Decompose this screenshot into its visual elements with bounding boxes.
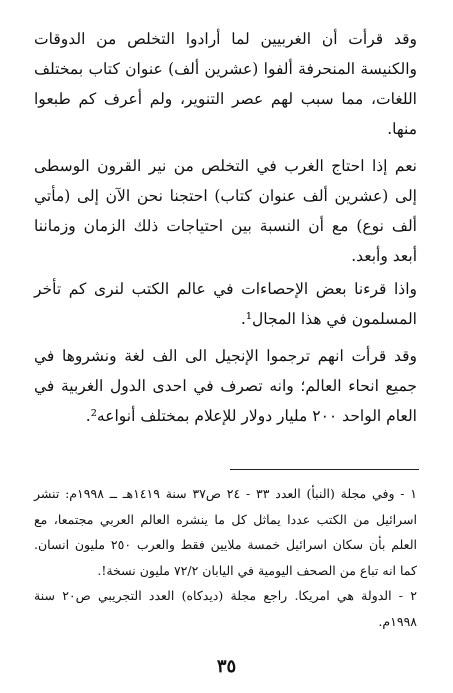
page-number: ٣٥ bbox=[216, 656, 237, 677]
paragraph: واذا قرءنا بعض الإحصاءات في عالم الكتب لنرى كم تأخر المسلمون في هذا المجال¹. bbox=[34, 280, 417, 328]
paragraph: وقد قرأت أن الغربيين لما أرادوا التخلص من الدوقات والكنيسة المنحرفة ألفوا (عشرين ألف) عنوان كتاب بمختلف اللغات، مما سبب لهم عصر التنوير، ولم أعرف كم طبعوا منها. bbox=[34, 30, 417, 138]
footnotes bbox=[34, 481, 417, 634]
footnote: ١ - وفي مجلة (النبأ) العدد ٣٣ - ٢٤ ص٣٧ سنة ١٤١٩هـ ــ ١٩٩٨م: تنشر اسرائيل من الكتب عددا يماثل كل ما ينشره العالم العربي مجتمعا، مع العلم بأن سكان اسرائيل خمسة ملايين فقط والعرب ٢٥٠ مليون انسان. كما انه تباع من الصحف اليومية في اليابان ٧٢/٢ مليون نسخة!. bbox=[34, 486, 417, 578]
main-text bbox=[34, 24, 417, 438]
footnote-separator bbox=[230, 469, 419, 470]
footnote: ٢ - الدولة هي امريكا. راجع مجلة (ديدكاه) العدد التجريبي ص٢٠ سنة ١٩٩٨م. bbox=[34, 588, 417, 629]
paragraph: وقد قرأت انهم ترجموا الإنجيل الى الف لغة ونشروها في جميع انحاء العالم؛ وانه تصرف في احدى الدول الغربية في العام الواحد ٢٠٠ مليار دولار للإعلام بمختلف أنواعه². bbox=[34, 347, 417, 425]
paragraph: نعم إذا احتاج الغرب في التخلص من نير القرون الوسطى إلى (عشرين ألف عنوان كتاب) احتجنا نحن الآن إلى (مأتي ألف نوع) مع أن النسبة بين احتياجات ذلك الزمان وزماننا أبعد وأبعد. bbox=[34, 157, 417, 265]
